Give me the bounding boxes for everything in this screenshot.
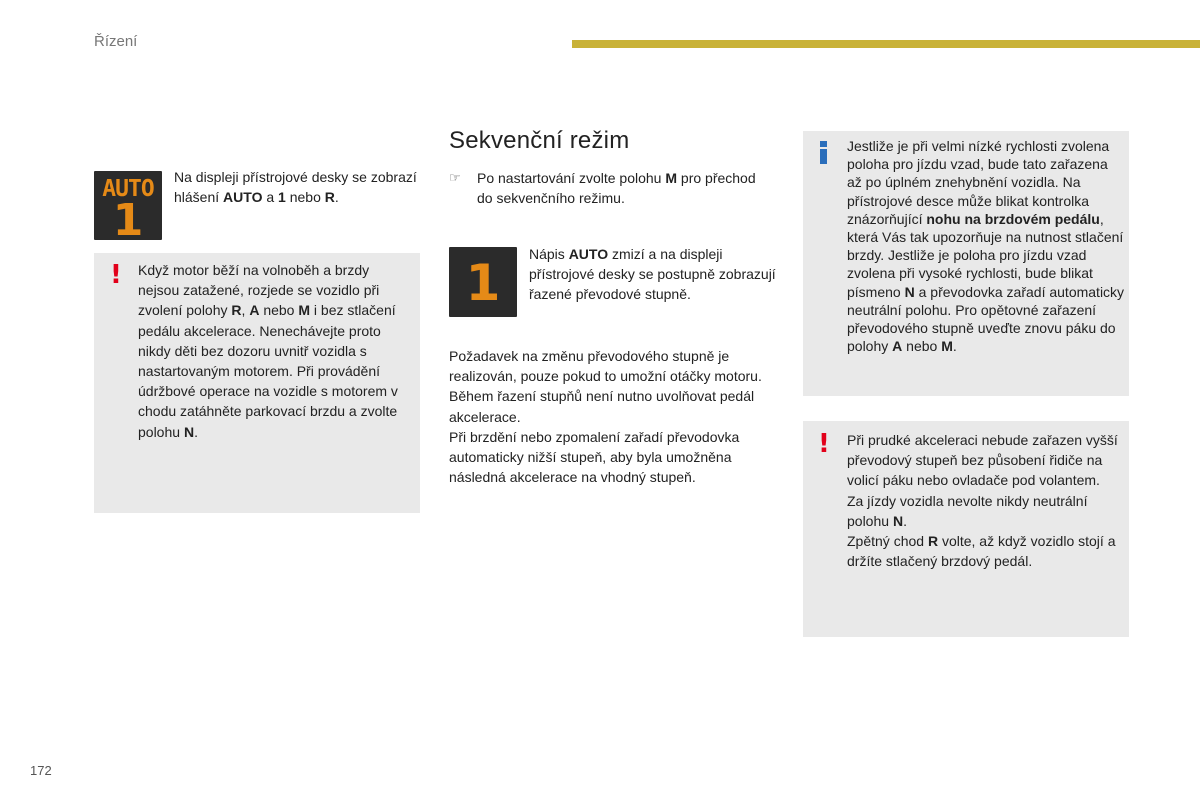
step-bullet-icon: ☞	[449, 170, 461, 185]
gear-change-info	[449, 346, 771, 487]
warning-icon: !	[110, 260, 122, 290]
info-icon	[820, 141, 827, 147]
creep-warning-text: Když motor běží na volnoběh a brzdy nejsou zatažené, rozjede se vozidlo při zvolení polohy R, A nebo M i bez stlačení pedálu akcelerace. Nenechávejte proto nikdy děti bez dozoru uvnitř vozidla s nastartovaným motorem. Při provádění údržbové operace na vozidle s motorem v chodu zatáhněte parkovací brzdu a zvolte polohu N.	[138, 262, 398, 440]
gear-display-description: Nápis AUTO zmizí a na displeji přístrojové desky se postupně zobrazují řazené převodové stupně.	[529, 246, 776, 303]
info-icon-stem	[820, 149, 827, 164]
paragraph-rpm: Požadavek na změnu převodového stupně je realizován, pouze pokud to umožní otáčky motoru.	[449, 348, 762, 385]
auto-gear-display-image	[94, 171, 162, 246]
acceleration-warning-text	[847, 430, 1123, 571]
page-number: 172	[30, 763, 52, 778]
paragraph-reverse: Zpětný chod R volte, až když vozidlo stojí a držíte stlačený brzdový pedál.	[847, 533, 1116, 570]
creep-warning-box	[94, 253, 420, 513]
paragraph-neutral: Za jízdy vozidla nevolte nikdy neutrální polohu N.	[847, 492, 1088, 529]
sequential-mode-heading: Sekvenční režim	[449, 127, 630, 154]
reverse-info-box	[803, 131, 1129, 396]
display-gear-number: 1	[112, 195, 144, 246]
reverse-info-text: Jestliže je při velmi nízké rychlosti zvolena poloha pro jízdu vzad, bude tato zařazena až po úplném znehybnění vozidla. Na přístrojové desce může blikat kontrolka znázorňující nohu na brzdovém pedálu, která Vás tak upozorňuje na nutnost stlačení brzdy. Jestliže je poloha pro jízdu vzad zvolena při vysoké rychlosti, bude blikat písmeno N a převodovka zařadí automaticky neutrální polohu. Pro opětovné zařazení převodového stupně uveďte znovu páku do polohy A nebo M.	[847, 138, 1125, 355]
paragraph-braking: Při brzdění nebo zpomalení zařadí převodovka automaticky nižší stupeň, aby byla umožněna následná akcelerace na vhodný stupeň.	[449, 428, 740, 486]
display-gear-number: 1	[465, 254, 501, 312]
gear-display-image	[449, 247, 517, 317]
paragraph-accelerator: Během řazení stupňů není nutno uvolňovat pedál akcelerace.	[449, 388, 755, 425]
display-auto-text: AUTO	[102, 176, 154, 202]
acceleration-warning-box	[803, 421, 1129, 637]
sequential-step-text: Po nastartování zvolte polohu M pro přechod do sekvenčního režimu.	[477, 170, 756, 207]
section-title: Řízení	[94, 33, 138, 50]
header-accent-bar	[572, 40, 1200, 48]
auto-display-description: Na displeji přístrojové desky se zobrazí hlášení AUTO a 1 nebo R.	[174, 169, 417, 206]
warning-icon: !	[818, 429, 830, 459]
paragraph-acceleration: Při prudké akceleraci nebude zařazen vyšší převodový stupeň bez působení řidiče na volicí páku nebo ovladače pod volantem.	[847, 432, 1118, 489]
